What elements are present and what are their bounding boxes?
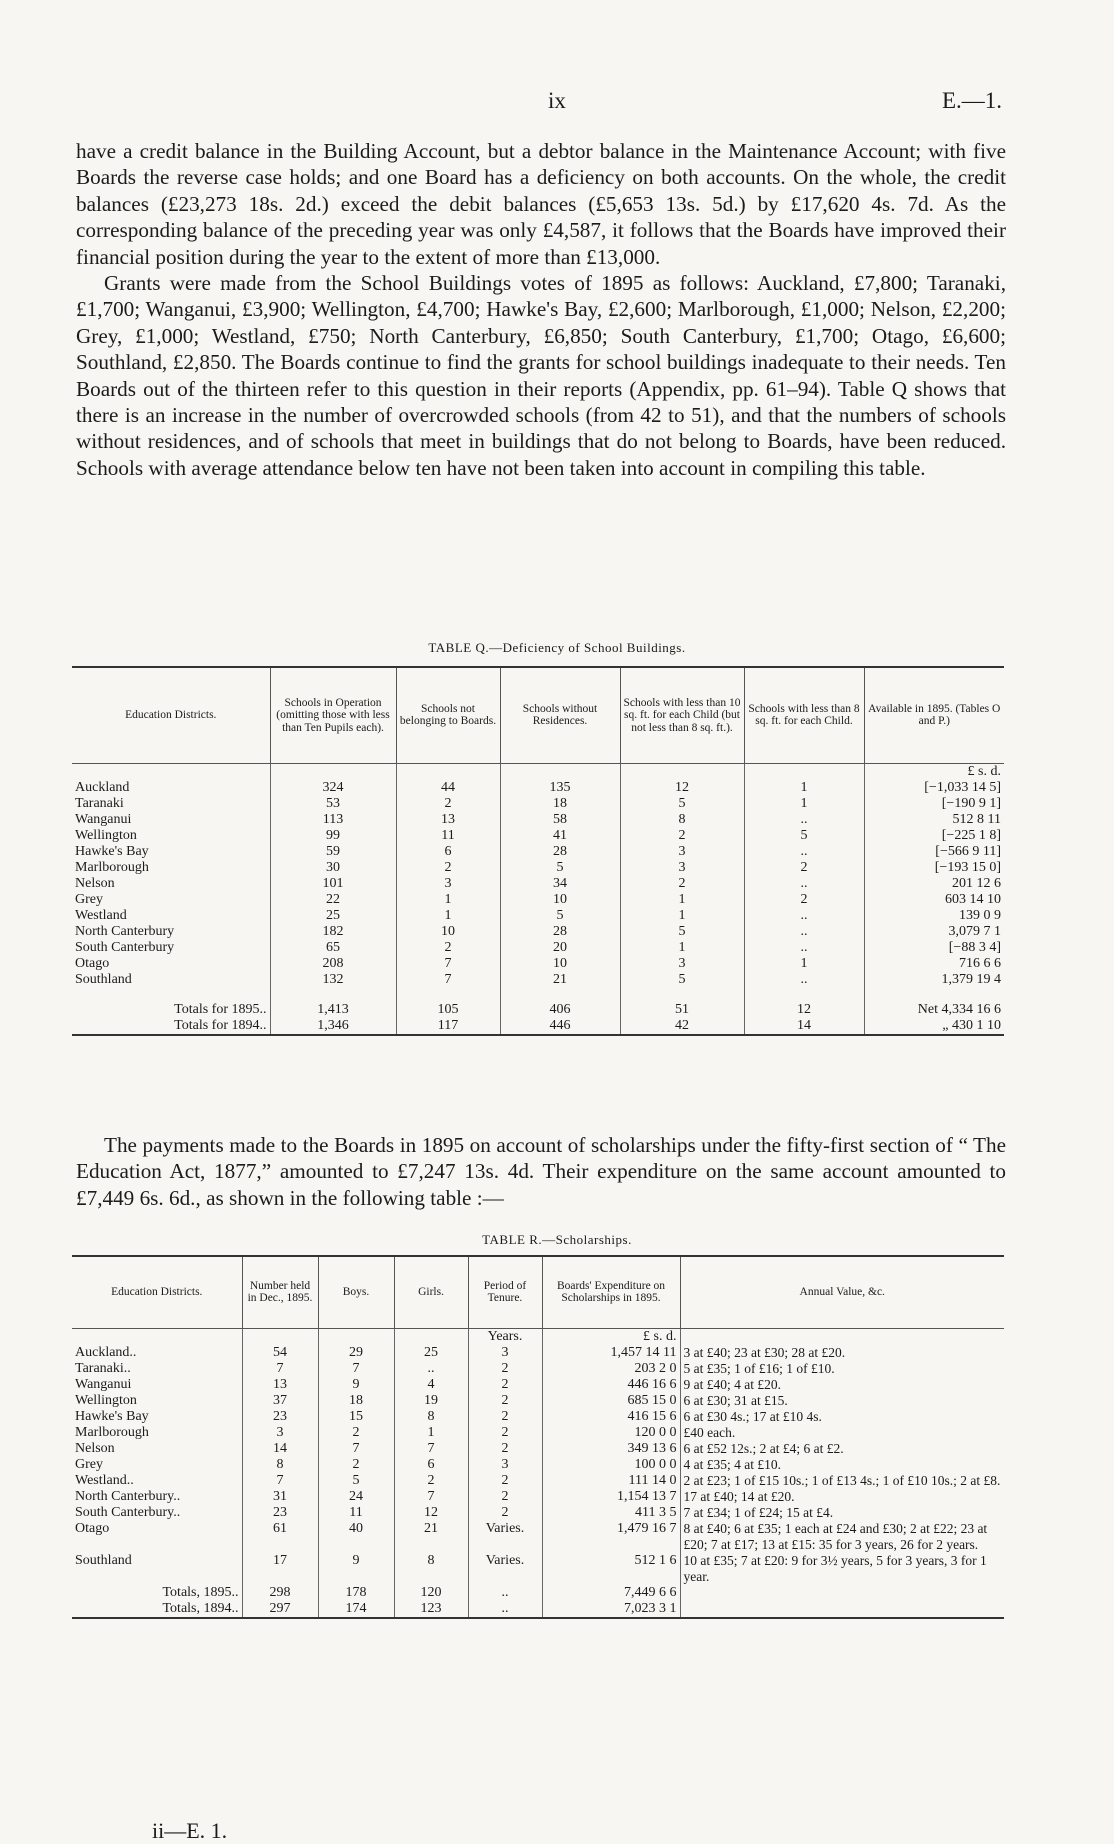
value-cell: Varies. — [468, 1553, 542, 1585]
value-cell: 20 — [500, 940, 620, 956]
district-cell: Grey — [75, 891, 103, 907]
money-cell: 139 0 9 — [864, 908, 1004, 924]
value-cell: 3 — [242, 1425, 318, 1441]
paragraph-3: The payments made to the Boards in 1895 on account of scholarships under the fifty-first section of “ The Education Act, 1877,” amounted to £7,247 13s. 4d. Their expenditure on the same account amounted to £7,449 6s. 6d., as shown in the following table :— — [76, 1133, 1006, 1210]
value-cell: 1,413 — [270, 1002, 396, 1018]
value-cell: 5 — [744, 828, 864, 844]
table-row — [72, 1425, 1004, 1441]
value-cell: 11 — [396, 828, 500, 844]
value-cell: 6 — [394, 1457, 468, 1473]
value-cell: Varies. — [468, 1521, 542, 1553]
value-cell: 1 — [396, 908, 500, 924]
value-cell: 2 — [468, 1441, 542, 1457]
table-row — [72, 860, 1004, 876]
value-cell: 5 — [620, 972, 744, 988]
value-cell: 1 — [394, 1425, 468, 1441]
value-cell: 10 — [500, 892, 620, 908]
table-row — [72, 972, 1004, 988]
district-cell: Wanganui — [75, 1376, 132, 1392]
value-cell: 182 — [270, 924, 396, 940]
money-cell: 411 3 5 — [542, 1505, 680, 1521]
value-cell: 7 — [396, 956, 500, 972]
table-row — [72, 1345, 1004, 1361]
totals-label: Totals for 1895.. — [174, 1001, 267, 1017]
money-cell: 512 8 11 — [864, 812, 1004, 828]
value-cell: 2 — [468, 1393, 542, 1409]
value-cell: 1 — [620, 908, 744, 924]
value-cell: 7 — [394, 1441, 468, 1457]
table-row — [72, 908, 1004, 924]
q-header-10sqft: Schools with less than 10 sq. ft. for each Child (but not less than 8 sq. ft.). — [620, 667, 744, 763]
r-header-held: Number held in Dec., 1895. — [242, 1256, 318, 1328]
spacer-row — [72, 988, 1004, 1002]
table-row — [72, 892, 1004, 908]
district-cell: Marlborough — [75, 1424, 149, 1440]
table-row — [72, 876, 1004, 892]
value-cell: 2 — [318, 1457, 394, 1473]
value-cell: 23 — [242, 1505, 318, 1521]
q-header-residences: Schools without Residences. — [500, 667, 620, 763]
value-cell: 2 — [744, 892, 864, 908]
q-money-header: £ s. d. — [864, 763, 1004, 780]
value-cell: 7 — [242, 1473, 318, 1489]
money-cell: 446 16 6 — [542, 1377, 680, 1393]
value-cell: 5 — [620, 924, 744, 940]
q-header-available: Available in 1895. (Tables O and P.) — [864, 667, 1004, 763]
value-cell: 4 — [394, 1377, 468, 1393]
value-cell: 3 — [396, 876, 500, 892]
value-cell: 7 — [318, 1441, 394, 1457]
annual-value-cell: 10 at £35; 7 at £20: 9 for 3½ years, 5 for 3 years, 3 for 1 year. — [680, 1553, 1004, 1585]
table-row — [72, 1473, 1004, 1489]
body-text-scholarships — [76, 1132, 1006, 1211]
value-cell: 1 — [620, 940, 744, 956]
table-row — [72, 1457, 1004, 1473]
value-cell: .. — [744, 972, 864, 988]
paragraph-2: Grants were made from the School Buildings votes of 1895 as follows: Auckland, £7,800; Taranaki, £1,700; Wanganui, £3,900; Wellington, £4,700; Hawke's Bay, £2,600; Marlborough, £1,000; Nelson, £2,200; Grey, £1,000; Westland, £750; North Canterbury, £6,850; South Canterbury, £1,700; Otago, £6,600; Southland, £2,850. The Boards continue to find the grants for school buildings inadequate to their needs. Ten Boards out of the thirteen refer to this question in their reports (Appendix, pp. 61–94). Table Q shows that there is an increase in the number of overcrowded schools (from 42 to 51), and that the numbers of schools without residences, and of schools that meet in buildings that do not belong to Boards, have been reduced. Schools with average attendance below ten have not been taken into account in compiling this table. — [76, 271, 1006, 480]
value-cell: 2 — [744, 860, 864, 876]
money-cell: 100 0 0 — [542, 1457, 680, 1473]
district-cell: Nelson — [75, 875, 115, 891]
value-cell: 23 — [242, 1409, 318, 1425]
value-cell: 30 — [270, 860, 396, 876]
value-cell: 18 — [318, 1393, 394, 1409]
money-cell: „ 430 1 10 — [864, 1018, 1004, 1035]
value-cell: 5 — [620, 796, 744, 812]
q-header-district: Education Districts. — [72, 667, 270, 763]
value-cell: 65 — [270, 940, 396, 956]
table-row — [72, 796, 1004, 812]
value-cell: 3 — [620, 844, 744, 860]
district-cell: Wellington — [75, 827, 137, 843]
totals-label: Totals for 1894.. — [72, 1018, 270, 1035]
value-cell: 10 — [396, 924, 500, 940]
footer-signature: ii—E. 1. — [152, 1818, 228, 1843]
value-cell: 324 — [270, 780, 396, 796]
table-row — [72, 828, 1004, 844]
page-number: ix — [548, 88, 566, 113]
value-cell: 28 — [500, 924, 620, 940]
value-cell: 51 — [620, 1002, 744, 1018]
value-cell: 25 — [394, 1345, 468, 1361]
district-cell: North Canterbury.. — [75, 1488, 181, 1504]
value-cell: 446 — [500, 1018, 620, 1035]
value-cell: 3 — [468, 1345, 542, 1361]
value-cell: 2 — [394, 1473, 468, 1489]
value-cell: 1 — [744, 796, 864, 812]
table-r-caption: TABLE R.—Scholarships. — [482, 1232, 632, 1247]
value-cell: 1 — [744, 780, 864, 796]
money-cell: [−190 9 1] — [864, 796, 1004, 812]
money-cell: [−1,033 14 5] — [864, 780, 1004, 796]
table-row — [72, 844, 1004, 860]
district-cell: Southland — [75, 1552, 132, 1568]
table-row — [72, 1361, 1004, 1377]
annual-value-cell: 6 at £30 4s.; 17 at £10 4s. — [680, 1409, 1004, 1425]
value-cell: 24 — [318, 1489, 394, 1505]
r-money-header: £ s. d. — [542, 1328, 680, 1345]
value-cell: .. — [744, 844, 864, 860]
value-cell: 8 — [394, 1553, 468, 1585]
value-cell: 113 — [270, 812, 396, 828]
value-cell: 7 — [394, 1489, 468, 1505]
value-cell: 1,346 — [270, 1018, 396, 1035]
empty-cell — [680, 1585, 1004, 1601]
value-cell: 2 — [318, 1425, 394, 1441]
value-cell: 12 — [620, 780, 744, 796]
money-cell: [−88 3 4] — [864, 940, 1004, 956]
value-cell: 12 — [744, 1002, 864, 1018]
district-cell: Wellington — [75, 1392, 137, 1408]
district-cell: Auckland.. — [75, 1344, 137, 1360]
body-text-top — [76, 138, 1006, 481]
annual-value-cell: 6 at £52 12s.; 2 at £4; 6 at £2. — [680, 1441, 1004, 1457]
totals-row — [72, 1601, 1004, 1618]
r-header-annual-value: Annual Value, &c. — [680, 1256, 1004, 1328]
annual-value-cell: 4 at £35; 4 at £10. — [680, 1457, 1004, 1473]
value-cell: 41 — [500, 828, 620, 844]
annual-value-cell: 3 at £40; 23 at £30; 28 at £20. — [680, 1345, 1004, 1361]
district-cell: Westland — [75, 907, 127, 923]
money-cell: 7,023 3 1 — [542, 1601, 680, 1618]
value-cell: .. — [744, 812, 864, 828]
annual-value-cell: £40 each. — [680, 1425, 1004, 1441]
annual-value-cell: 8 at £40; 6 at £35; 1 each at £24 and £30; 2 at £22; 23 at £20; 7 at £17; 13 at £15: 35 for 3 years, 26 for 2 years. — [680, 1521, 1004, 1553]
value-cell: .. — [744, 940, 864, 956]
money-cell: 716 6 6 — [864, 956, 1004, 972]
value-cell: 37 — [242, 1393, 318, 1409]
district-cell: South Canterbury — [75, 939, 175, 955]
money-cell: 111 14 0 — [542, 1473, 680, 1489]
money-cell: 203 2 0 — [542, 1361, 680, 1377]
district-cell: Southland — [75, 971, 132, 987]
value-cell: 99 — [270, 828, 396, 844]
table-r-body — [72, 1328, 1004, 1618]
district-cell: North Canterbury — [75, 923, 175, 939]
value-cell: 2 — [468, 1409, 542, 1425]
value-cell: 42 — [620, 1018, 744, 1035]
district-cell: Taranaki.. — [75, 1360, 131, 1376]
value-cell: 59 — [270, 844, 396, 860]
table-r — [72, 1255, 1004, 1619]
table-q-caption: TABLE Q.—Deficiency of School Buildings. — [428, 640, 686, 655]
value-cell: 2 — [396, 940, 500, 956]
value-cell: 19 — [394, 1393, 468, 1409]
money-cell: 512 1 6 — [542, 1553, 680, 1585]
money-cell: [−225 1 8] — [864, 828, 1004, 844]
money-cell: 685 15 0 — [542, 1393, 680, 1409]
value-cell: 297 — [242, 1601, 318, 1618]
q-header-8sqft: Schools with less than 8 sq. ft. for each Child. — [744, 667, 864, 763]
district-cell: Grey — [75, 1456, 103, 1472]
table-row — [72, 1393, 1004, 1409]
value-cell: 28 — [500, 844, 620, 860]
table-q-body — [72, 763, 1004, 1035]
money-cell: 416 15 6 — [542, 1409, 680, 1425]
totals-row — [72, 1002, 1004, 1018]
value-cell: 105 — [396, 1002, 500, 1018]
district-cell: Hawke's Bay — [75, 1408, 149, 1424]
value-cell: 5 — [500, 860, 620, 876]
annual-value-cell: 9 at £40; 4 at £20. — [680, 1377, 1004, 1393]
table-row — [72, 1489, 1004, 1505]
value-cell: 406 — [500, 1002, 620, 1018]
annual-value-cell: 2 at £23; 1 of £15 10s.; 1 of £13 4s.; 1 of £10 10s.; 2 at £8. — [680, 1473, 1004, 1489]
value-cell: 18 — [500, 796, 620, 812]
value-cell: 120 — [394, 1585, 468, 1601]
table-row — [72, 940, 1004, 956]
r-header-tenure: Period of Tenure. — [468, 1256, 542, 1328]
table-row — [72, 1505, 1004, 1521]
value-cell: 135 — [500, 780, 620, 796]
value-cell: 1 — [744, 956, 864, 972]
value-cell: 53 — [270, 796, 396, 812]
value-cell: 3 — [620, 956, 744, 972]
value-cell: 6 — [396, 844, 500, 860]
totals-label: Totals, 1894.. — [72, 1601, 242, 1618]
totals-label: Totals, 1895.. — [162, 1584, 239, 1600]
value-cell: 31 — [242, 1489, 318, 1505]
value-cell: 5 — [500, 908, 620, 924]
value-cell: .. — [468, 1585, 542, 1601]
table-row — [72, 1553, 1004, 1585]
value-cell: .. — [394, 1361, 468, 1377]
money-cell: 7,449 6 6 — [542, 1585, 680, 1601]
table-row — [72, 1377, 1004, 1393]
r-tenure-unit: Years. — [468, 1328, 542, 1345]
value-cell: 208 — [270, 956, 396, 972]
value-cell: 61 — [242, 1521, 318, 1553]
money-cell: 1,457 14 11 — [542, 1345, 680, 1361]
value-cell: 22 — [270, 892, 396, 908]
annual-value-cell: 7 at £34; 1 of £24; 15 at £4. — [680, 1505, 1004, 1521]
money-cell: Net 4,334 16 6 — [864, 1002, 1004, 1018]
value-cell: .. — [468, 1601, 542, 1618]
value-cell: 7 — [396, 972, 500, 988]
value-cell: 1 — [620, 892, 744, 908]
value-cell: 123 — [394, 1601, 468, 1618]
document-reference: E.—1. — [941, 88, 1002, 113]
money-cell: 1,154 13 7 — [542, 1489, 680, 1505]
value-cell: 8 — [242, 1457, 318, 1473]
value-cell: 117 — [396, 1018, 500, 1035]
table-row — [72, 956, 1004, 972]
value-cell: .. — [744, 908, 864, 924]
district-cell: Hawke's Bay — [75, 843, 149, 859]
value-cell: 298 — [242, 1585, 318, 1601]
value-cell: 9 — [318, 1377, 394, 1393]
empty-cell — [680, 1601, 1004, 1618]
value-cell: 2 — [468, 1473, 542, 1489]
money-cell: 1,379 19 4 — [864, 972, 1004, 988]
value-cell: 2 — [396, 860, 500, 876]
district-cell: Otago — [75, 955, 110, 971]
value-cell: .. — [744, 876, 864, 892]
r-header-expenditure: Boards' Expenditure on Scholarships in 1895. — [542, 1256, 680, 1328]
value-cell: 178 — [318, 1585, 394, 1601]
district-cell: Otago — [75, 1520, 110, 1536]
totals-row — [72, 1018, 1004, 1035]
value-cell: 15 — [318, 1409, 394, 1425]
value-cell: 12 — [394, 1505, 468, 1521]
table-row — [72, 1441, 1004, 1457]
value-cell: 7 — [318, 1361, 394, 1377]
q-header-not-belonging: Schools not belonging to Boards. — [396, 667, 500, 763]
district-cell: South Canterbury.. — [75, 1504, 181, 1520]
value-cell: 2 — [468, 1361, 542, 1377]
value-cell: 44 — [396, 780, 500, 796]
district-cell: Nelson — [75, 1440, 115, 1456]
value-cell: 2 — [468, 1425, 542, 1441]
value-cell: 5 — [318, 1473, 394, 1489]
paragraph-1: have a credit balance in the Building Account, but a debtor balance in the Maintenance Account; with five Boards the reverse case holds; and one Board has a deficiency on both accounts. On the whole, the credit balances (£23,273 18s. 2d.) exceed the debit balances (£5,653 13s. 5d.) by £17,620 4s. 7d. As the corresponding balance of the preceding year was only £4,587, it follows that the Boards have improved their financial position during the year to the extent of more than £13,000. — [76, 139, 1006, 269]
value-cell: 11 — [318, 1505, 394, 1521]
value-cell: 21 — [500, 972, 620, 988]
money-cell: 1,479 16 7 — [542, 1521, 680, 1553]
value-cell: 1 — [396, 892, 500, 908]
annual-value-cell: 5 at £35; 1 of £16; 1 of £10. — [680, 1361, 1004, 1377]
value-cell: 7 — [242, 1361, 318, 1377]
money-cell: 3,079 7 1 — [864, 924, 1004, 940]
district-cell: Westland.. — [75, 1472, 134, 1488]
value-cell: 10 — [500, 956, 620, 972]
value-cell: 2 — [468, 1489, 542, 1505]
table-row — [72, 780, 1004, 796]
value-cell: 34 — [500, 876, 620, 892]
value-cell: .. — [744, 924, 864, 940]
money-cell: 120 0 0 — [542, 1425, 680, 1441]
value-cell: 3 — [468, 1457, 542, 1473]
q-header-operation: Schools in Operation (omitting those with less than Ten Pupils each). — [270, 667, 396, 763]
value-cell: 13 — [396, 812, 500, 828]
money-cell: 603 14 10 — [864, 892, 1004, 908]
money-cell: [−566 9 11] — [864, 844, 1004, 860]
value-cell: 8 — [620, 812, 744, 828]
table-row — [72, 1409, 1004, 1425]
table-q — [72, 666, 1004, 1036]
value-cell: 58 — [500, 812, 620, 828]
money-cell: 349 13 6 — [542, 1441, 680, 1457]
annual-value-cell: 6 at £30; 31 at £15. — [680, 1393, 1004, 1409]
totals-row — [72, 1585, 1004, 1601]
r-header-girls: Girls. — [394, 1256, 468, 1328]
district-cell: Wanganui — [75, 811, 132, 827]
value-cell: 29 — [318, 1345, 394, 1361]
table-row — [72, 812, 1004, 828]
value-cell: 54 — [242, 1345, 318, 1361]
district-cell: Auckland — [75, 779, 130, 795]
value-cell: 101 — [270, 876, 396, 892]
value-cell: 2 — [620, 828, 744, 844]
value-cell: 14 — [242, 1441, 318, 1457]
money-cell: [−193 15 0] — [864, 860, 1004, 876]
table-row — [72, 924, 1004, 940]
value-cell: 2 — [396, 796, 500, 812]
table-row — [72, 1521, 1004, 1553]
district-cell: Marlborough — [75, 859, 149, 875]
value-cell: 3 — [620, 860, 744, 876]
value-cell: 40 — [318, 1521, 394, 1553]
value-cell: 2 — [468, 1505, 542, 1521]
value-cell: 8 — [394, 1409, 468, 1425]
value-cell: 132 — [270, 972, 396, 988]
value-cell: 25 — [270, 908, 396, 924]
r-header-district: Education Districts. — [72, 1256, 242, 1328]
value-cell: 14 — [744, 1018, 864, 1035]
value-cell: 13 — [242, 1377, 318, 1393]
value-cell: 174 — [318, 1601, 394, 1618]
r-header-boys: Boys. — [318, 1256, 394, 1328]
value-cell: 9 — [318, 1553, 394, 1585]
money-cell: 201 12 6 — [864, 876, 1004, 892]
value-cell: 2 — [468, 1377, 542, 1393]
value-cell: 17 — [242, 1553, 318, 1585]
value-cell: 21 — [394, 1521, 468, 1553]
district-cell: Taranaki — [75, 795, 124, 811]
annual-value-cell: 17 at £40; 14 at £20. — [680, 1489, 1004, 1505]
value-cell: 2 — [620, 876, 744, 892]
